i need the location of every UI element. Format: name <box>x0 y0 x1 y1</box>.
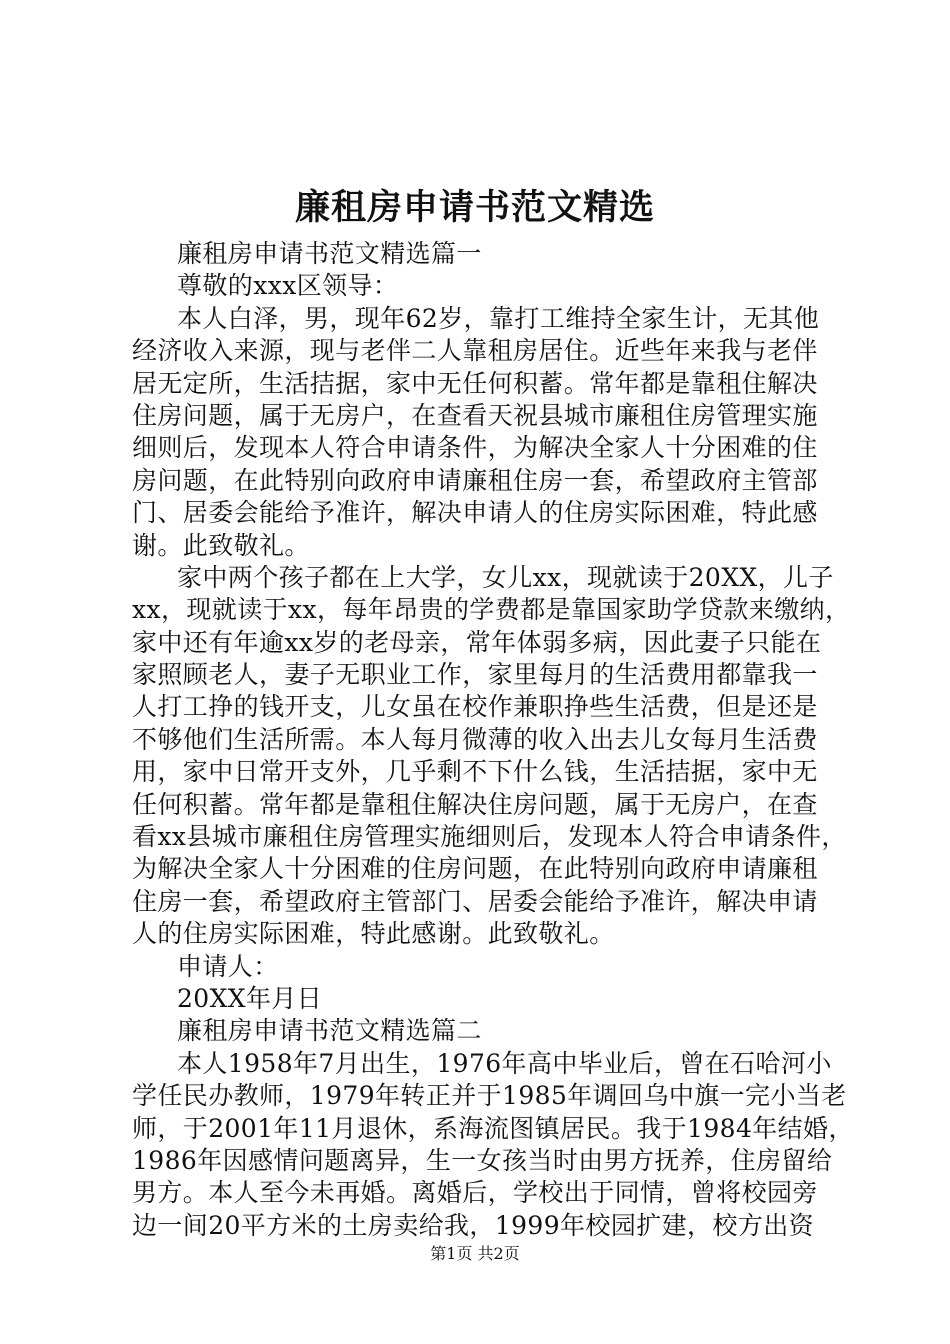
paragraph-line: 住房问题，属于无房户，在查看天祝县城市廉租住房管理实施 <box>132 400 818 430</box>
paragraph-line: 男方。本人至今未再婚。离婚后，学校出于同情，曾将校园旁 <box>132 1178 818 1208</box>
date-line: 20XX年月日 <box>177 983 323 1013</box>
page-number-footer: 第1页 共2页 <box>430 1244 520 1263</box>
paragraph-line: 住房一套，希望政府主管部门、居委会能给予准许，解决申请 <box>132 886 818 916</box>
paragraph-line: 谢。此致敬礼。 <box>132 530 310 560</box>
paragraph-line: 1986年因感情问题离异，生一女孩当时由男方抚养，住房留给 <box>132 1145 833 1175</box>
paragraph-line: 边一间20平方米的土房卖给我，1999年校园扩建，校方出资 <box>132 1210 815 1240</box>
paragraph-line: 为解决全家人十分困难的住房问题，在此特别向政府申请廉租 <box>132 854 818 884</box>
paragraph-line: 学任民办教师，1979年转正并于1985年调回乌中旗一完小当老 <box>132 1081 847 1111</box>
paragraph-line: 人的住房实际困难，特此感谢。此致敬礼。 <box>132 919 615 949</box>
paragraph-line: 细则后，发现本人符合申请条件，为解决全家人十分困难的住 <box>132 433 818 463</box>
section-heading: 廉租房申请书范文精选篇一 <box>177 239 482 268</box>
document-body <box>132 238 854 1242</box>
paragraph-line: xx，现就读于xx，每年昂贵的学费都是靠国家助学贷款来缴纳， <box>132 595 851 625</box>
paragraph-line: 家中还有年逾xx岁的老母亲，常年体弱多病，因此妻子只能在 <box>132 627 822 657</box>
paragraph-line: 用，家中日常开支外，几乎剩不下什么钱，生活拮据，家中无 <box>132 757 818 787</box>
paragraph-line: 本人1958年7月出生，1976年高中毕业后，曾在石哈河小 <box>177 1048 832 1078</box>
document-title: 廉租房申请书范文精选 <box>294 187 655 228</box>
paragraph-line: 看xx县城市廉租住房管理实施细则后，发现本人符合申请条件， <box>132 822 847 852</box>
paragraph-line: 家照顾老人，妻子无职业工作，家里每月的生活费用都靠我一 <box>132 660 818 690</box>
applicant-label: 申请人： <box>177 951 279 981</box>
paragraph-line: 家中两个孩子都在上大学，女儿xx，现就读于20XX，儿子 <box>177 562 834 592</box>
section-heading: 廉租房申请书范文精选篇二 <box>177 1016 482 1046</box>
paragraph-line: 门、居委会能给予准许，解决申请人的住房实际困难，特此感 <box>132 498 818 528</box>
paragraph-line: 人打工挣的钱开支，儿女虽在校作兼职挣些生活费，但是还是 <box>132 692 818 722</box>
salutation: 尊敬的xxx区领导： <box>177 271 399 301</box>
paragraph-line: 房问题，在此特别向政府申请廉租住房一套，希望政府主管部 <box>132 465 818 495</box>
paragraph-line: 不够他们生活所需。本人每月微薄的收入出去儿女每月生活费 <box>132 724 818 754</box>
paragraph-line: 任何积蓄。常年都是靠租住解决住房问题，属于无房户，在查 <box>132 789 818 819</box>
paragraph-line: 本人白泽，男，现年62岁，靠打工维持全家生计，无其他 <box>177 303 820 333</box>
paragraph-line: 师，于2001年11月退休，系海流图镇居民。我于1984年结婚， <box>132 1113 854 1143</box>
paragraph-line: 经济收入来源，现与老伴二人靠租房居住。近些年来我与老伴 <box>132 336 818 366</box>
paragraph-line: 居无定所，生活拮据，家中无任何积蓄。常年都是靠租住解决 <box>132 368 818 398</box>
